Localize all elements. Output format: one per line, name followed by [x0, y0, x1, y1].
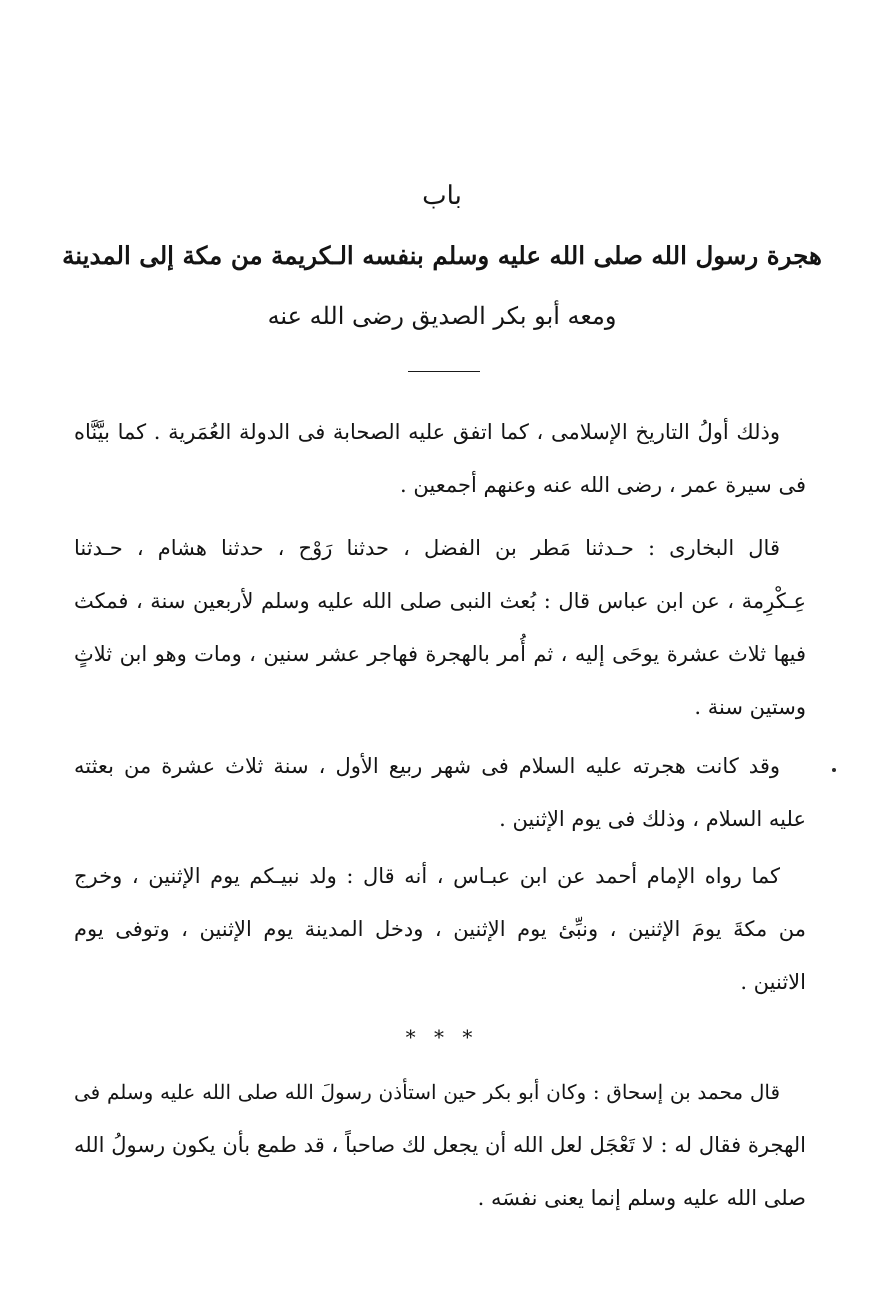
- paragraph-history-origin: [74, 406, 806, 512]
- text-line: الاثنين .: [740, 970, 806, 994]
- chapter-label: باب: [422, 181, 462, 211]
- text-line: كما رواه الإمام أحمد عن ابن عبـاس ، أنه قال : ولد نبيـكم يوم الإثنين ، وخرج: [74, 864, 780, 888]
- paragraph-bukhari-narration: [74, 522, 806, 734]
- text-line: فيها ثلاث عشرة يوحَى إليه ، ثم أُمر بالهجرة فهاجر عشر سنين ، ومات وهو ابن ثلاثٍ: [74, 642, 806, 666]
- text-line: صلى الله عليه وسلم إنما يعنى نفسَه .: [477, 1186, 806, 1210]
- margin-mark: [832, 768, 836, 772]
- text-line: من مكةَ يومَ الإثنين ، ونبِّئ يوم الإثنين ، ودخل المدينة يوم الإثنين ، وتوفى يوم: [74, 917, 806, 941]
- paragraph-ibn-ishaq: [74, 1066, 806, 1225]
- text-line: وقد كانت هجرته عليه السلام فى شهر ربيع الأول ، سنة ثلاث عشرة من بعثته: [74, 754, 780, 778]
- text-line: وستين سنة .: [694, 695, 806, 719]
- text-line: الهجرة فقال له : لا تَعْجَل لعل الله أن يجعل لك صاحباً ، قد طمع بأن يكون رسولُ الله: [74, 1133, 806, 1157]
- section-separator: * * *: [405, 1025, 479, 1049]
- paragraph-hijra-date: [74, 740, 806, 846]
- text-line: قال البخارى : حـدثنا مَطر بن الفضل ، حدثنا رَوْح ، حدثنا هشام ، حـدثنا: [74, 536, 780, 560]
- chapter-subtitle: ومعه أبو بكر الصديق رضى الله عنه: [267, 302, 617, 330]
- text-line: عِـكْرِمة ، عن ابن عباس قال : بُعث النبى صلى الله عليه وسلم لأربعين سنة ، فمكث: [74, 589, 806, 613]
- chapter-title: هجرة رسول الله صلى الله عليه وسلم بنفسه الـكريمة من مكة إلى المدينة: [62, 241, 822, 270]
- text-line: قال محمد بن إسحاق : وكان أبو بكر حين استأذن رسولَ الله صلى الله عليه وسلم فى: [74, 1080, 780, 1104]
- paragraph-ahmad-narration: [74, 850, 806, 1009]
- text-line: وذلك أولُ التاريخ الإسلامى ، كما اتفق عليه الصحابة فى الدولة العُمَرية . كما بيَّنَّاه: [74, 420, 780, 444]
- text-line: فى سيرة عمر ، رضى الله عنه وعنهم أجمعين .: [400, 473, 806, 497]
- text-line: عليه السلام ، وذلك فى يوم الإثنين .: [499, 807, 806, 831]
- title-divider: [408, 371, 480, 372]
